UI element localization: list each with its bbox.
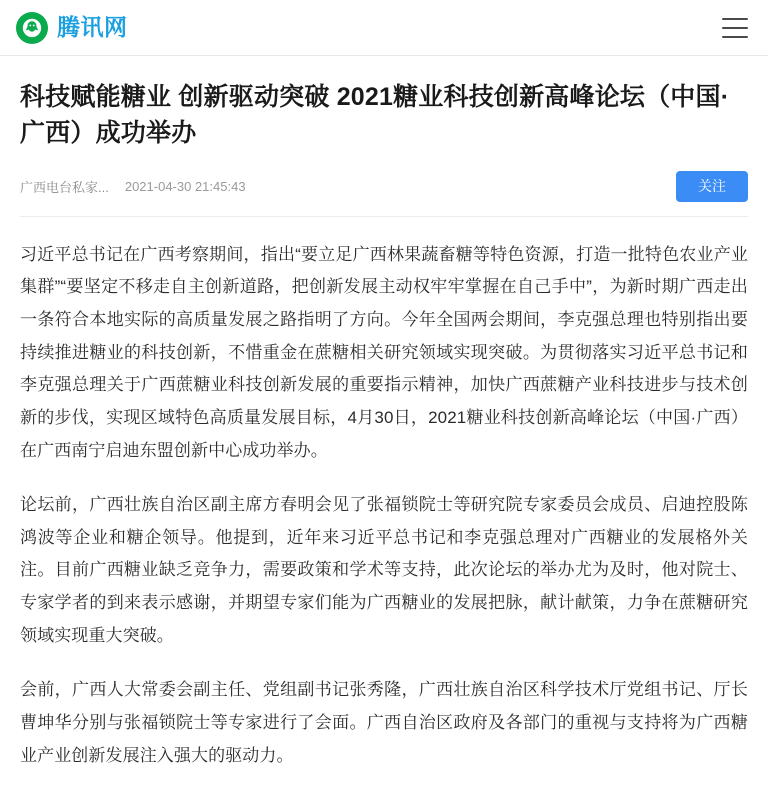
article-meta <box>20 171 748 202</box>
brand-logo-group[interactable] <box>16 12 128 44</box>
article-paragraph: 论坛前，广西壮族自治区副主席方春明会见了张福锁院士等研究院专家委员会成员、启迪控股陈鸿波等企业和糖企领导。他提到，近年来习近平总书记和李克强总理对广西糖业的发展格外关注。目前广西糖业缺乏竞争力，需要政策和学术等支持，此次论坛的举办尤为及时，他对院士、专家学者的到来表示感谢，并期望专家们能为广西糖业的发展把脉，献计献策，力争在蔗糖研究领域实现重大突破。 <box>20 495 748 645</box>
brand-name: 腾讯网 <box>57 14 128 40</box>
hamburger-menu-icon[interactable] <box>722 18 748 38</box>
site-header <box>0 0 768 56</box>
article-paragraph: 会前，广西人大常委会副主任、党组副书记张秀隆，广西壮族自治区科学技术厅党组书记、厅长曹坤华分别与张福锁院士等专家进行了会面。广西自治区政府及各部门的重视与支持将为广西糖业产业创新发展注入强大的驱动力。 <box>20 680 748 765</box>
tencent-penguin-logo-icon <box>16 12 48 44</box>
article-body <box>20 239 748 800</box>
menu-line-1 <box>722 18 748 20</box>
menu-line-3 <box>722 36 748 38</box>
article-source[interactable]: 广西电台私家... <box>20 179 109 195</box>
follow-button[interactable]: 关注 <box>676 171 748 202</box>
article-publish-time: 2021-04-30 21:45:43 <box>124 178 246 194</box>
article-paragraph: 习近平总书记在广西考察期间，指出“要立足广西林果蔬畜糖等特色资源，打造一批特色农业产业集群”“要坚定不移走自主创新道路，把创新发展主动权牢牢掌握在自己手中”，为新时期广西走出一条符合本地实际的高质量发展之路指明了方向。今年全国两会期间，李克强总理也特别指出要持续推进糖业的科技创新，不惜重金在蔗糖相关研究领域实现突破。为贯彻落实习近平总书记和李克强总理关于广西蔗糖业科技创新发展的重要指示精神，加快广西蔗糖产业科技进步与技术创新的步伐，实现区域特色高质量发展目标，4月30日，2021糖业科技创新高峰论坛（中国·广西）在广西南宁启迪东盟创新中心成功举办。 <box>20 244 748 460</box>
menu-line-2 <box>722 27 748 29</box>
meta-divider <box>20 216 748 217</box>
page-title: 科技赋能糖业 创新驱动突破 2021糖业科技创新高峰论坛（中国·广西）成功举办 <box>20 83 730 147</box>
article-container <box>0 56 768 800</box>
